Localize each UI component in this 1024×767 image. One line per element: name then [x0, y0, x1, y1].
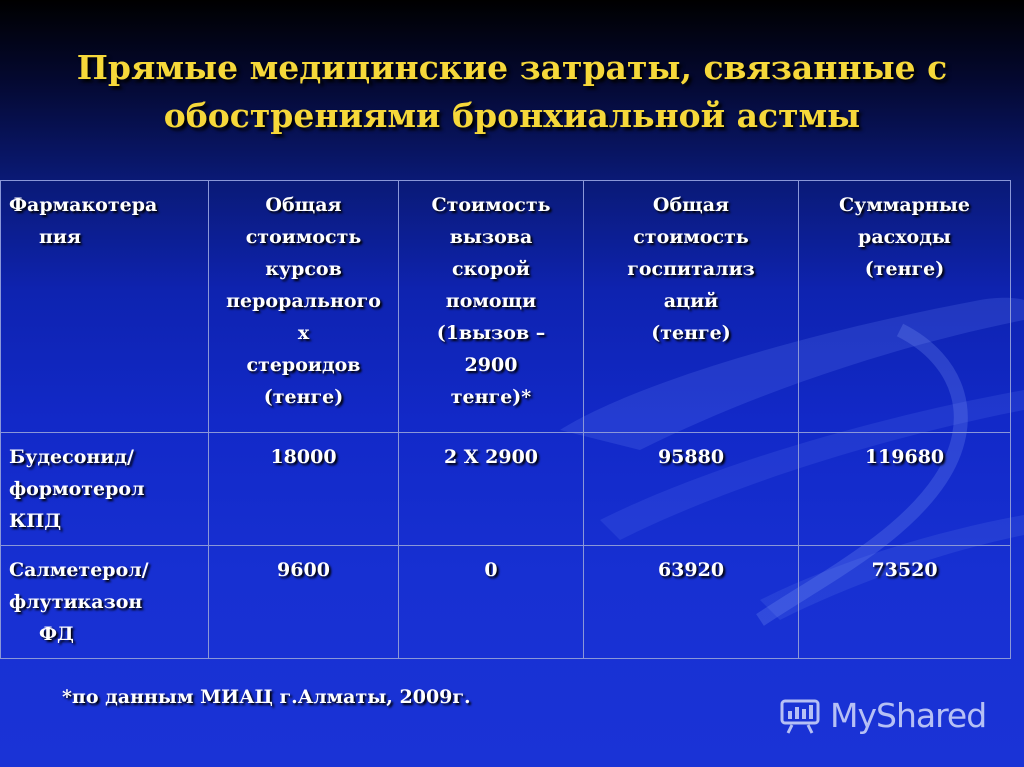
header-ambulance-cost: Стоимость вызова скорой помощи (1вызов – 2900 тенге)* [399, 181, 584, 433]
header-hospitalization-cost: Общая стоимость госпитализ аций (тенге) [584, 181, 799, 433]
ambulance-cost-cell: 0 [399, 546, 584, 659]
drug-cell: Будесонид/ формотерол КПД [1, 433, 209, 546]
header-oral-steroids-cost: Общая стоимость курсов перорального х стероидов (тенге) [209, 181, 399, 433]
oral-steroids-cost-cell: 18000 [209, 433, 399, 546]
slide-title [0, 44, 1024, 140]
costs-table [0, 180, 1011, 659]
header-pharmacotherapy: Фармакотера пия [1, 181, 209, 433]
title-line-2: обострениями бронхиальной астмы [163, 96, 861, 135]
table-header-row [1, 181, 1011, 433]
hospitalization-cost-cell: 63920 [584, 546, 799, 659]
header-total-expenses: Суммарные расходы (тенге) [799, 181, 1011, 433]
table-row [1, 546, 1011, 659]
myshared-watermark-text: MyShared [830, 695, 987, 735]
oral-steroids-cost-cell: 9600 [209, 546, 399, 659]
footnote: *по данным МИАЦ г.Алматы, 2009г. [62, 686, 471, 708]
hospitalization-cost-cell: 95880 [584, 433, 799, 546]
drug-cell: Салметерол/ флутиказон ФД [1, 546, 209, 659]
myshared-logo-icon [778, 695, 822, 735]
ambulance-cost-cell: 2 Х 2900 [399, 433, 584, 546]
total-cost-cell: 119680 [799, 433, 1011, 546]
total-cost-cell: 73520 [799, 546, 1011, 659]
myshared-watermark[interactable] [778, 692, 1008, 738]
table-row [1, 433, 1011, 546]
title-line-1: Прямые медицинские затраты, связанные с [76, 48, 948, 87]
